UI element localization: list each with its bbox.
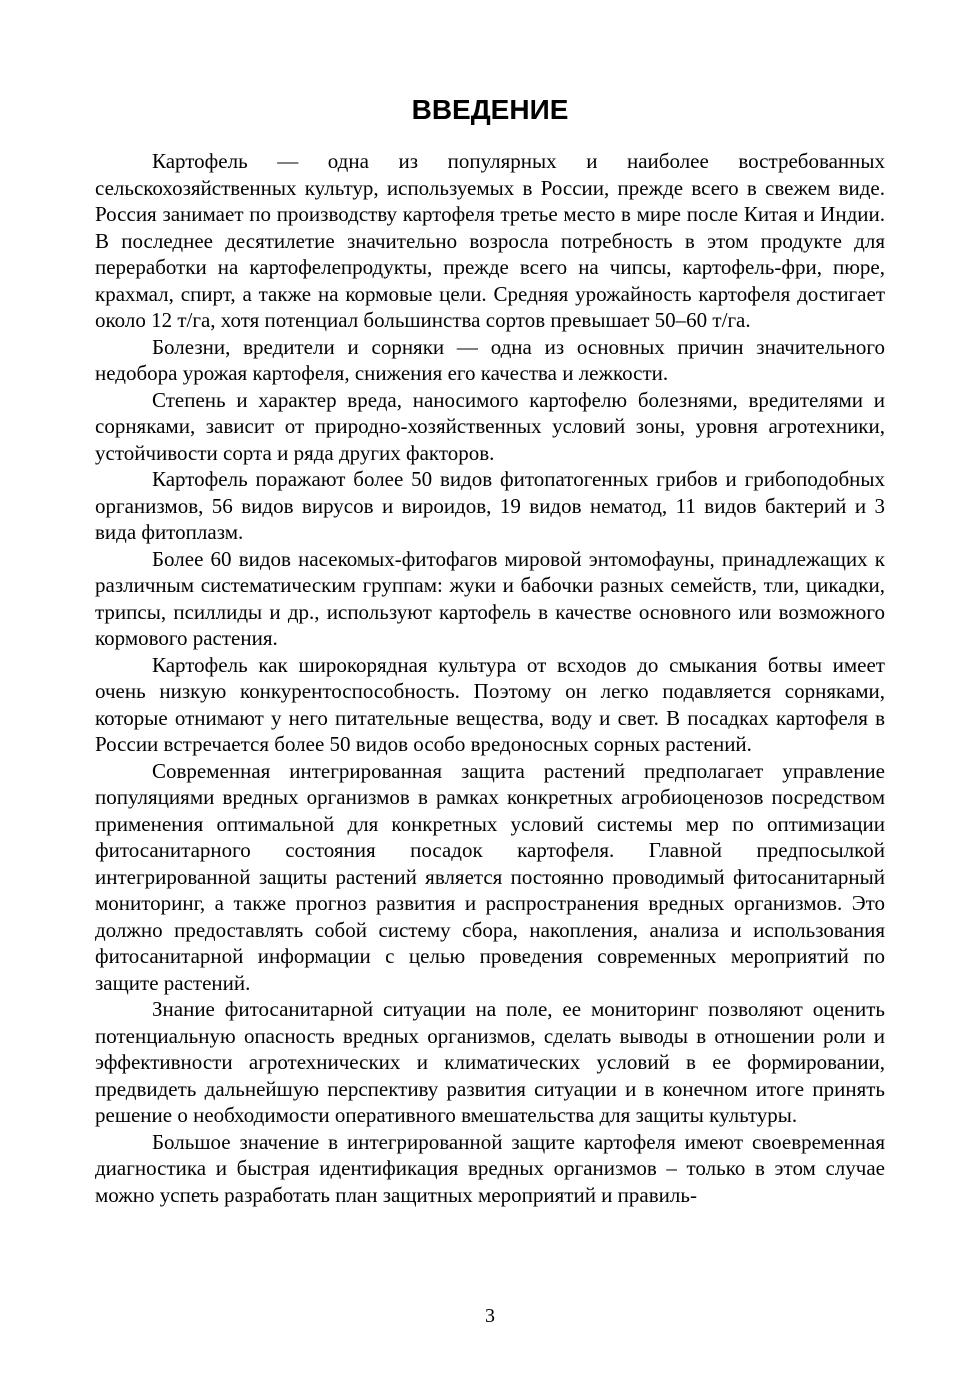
section-heading: ВВЕДЕНИЕ <box>411 94 569 125</box>
body-text <box>95 148 885 1208</box>
paragraph: Современная интегрированная защита растений предполагает управление популяциями вредных организмов в рамках конкретных агробиоценозов посредством применения оптимальной для конкретных условий системы мер по оптимизации фитосанитарного состояния посадок картофеля. Главной предпосылкой интегрированной защиты растений является постоянно проводимый фитосанитарный мониторинг, а также прогноз развития и распространения вредных организмов. Это должно предоставлять собой систему сбора, накопления, анализа и использования фитосанитарной информации с целью проведения современных мероприятий по защите растений. <box>95 758 885 995</box>
paragraph: Картофель поражают более 50 видов фитопатогенных грибов и грибоподобных организмов, 56 видов вирусов и вироидов, 19 видов нематод, 11 видов бактерий и 3 вида фитоплазм. <box>95 467 885 544</box>
paragraph: Более 60 видов насекомых-фитофагов мировой энтомофауны, принадлежащих к различным систематическим группам: жуки и бабочки разных семейств, тли, цикадки, трипсы, псиллиды и др., используют картофель в качестве основного или возможного кормового растения. <box>95 546 885 650</box>
page-number: 3 <box>485 1305 495 1327</box>
paragraph: Знание фитосанитарной ситуации на поле, ее мониторинг позволяют оценить потенциальную опасность вредных организмов, сделать выводы в отношении роли и эффективности агротехнических и климатических условий в ее формировании, предвидеть дальнейшую перспективу развития ситуации и в конечном итоге принять решение о необходимости оперативного вмешательства для защиты культуры. <box>95 997 885 1127</box>
paragraph: Болезни, вредители и сорняки — одна из основных причин значительного недобора урожая картофеля, снижения его качества и лежкости. <box>95 334 885 385</box>
paragraph: Степень и характер вреда, наносимого картофелю болезнями, вредителями и сорняками, зависит от природно-хозяйственных условий зоны, уровня агротехники, устойчивости сорта и ряда других факторов. <box>95 387 885 465</box>
paragraph: Большое значение в интегрированной защите картофеля имеют своевременная диагностика и быстрая идентификация вредных организмов – только в этом случае можно успеть разработать план защитных мероприятий и правиль- <box>95 1129 885 1207</box>
paragraph: Картофель как широкорядная культура от всходов до смыкания ботвы имеет очень низкую конкурентоспособность. Поэтому он легко подавляется сорняками, которые отнимают у него питательные вещества, воду и свет. В посадках картофеля в России встречается более 50 видов особо вредоносных сорных растений. <box>95 652 885 756</box>
paragraph: Картофель — одна из популярных и наиболее востребованных сельскохозяйственных культур, используемых в России, прежде всего в свежем виде. Россия занимает по производству картофеля третье место в мире после Китая и Индии. В последнее десятилетие значительно возросла потребность в этом продукте для переработки на картофелепродукты, прежде всего на чипсы, картофель-фри, пюре, крахмал, спирт, а также на кормовые цели. Средняя урожайность картофеля достигает около 12 т/га, хотя потенциал большинства сортов превышает 50–60 т/га. <box>95 149 885 332</box>
